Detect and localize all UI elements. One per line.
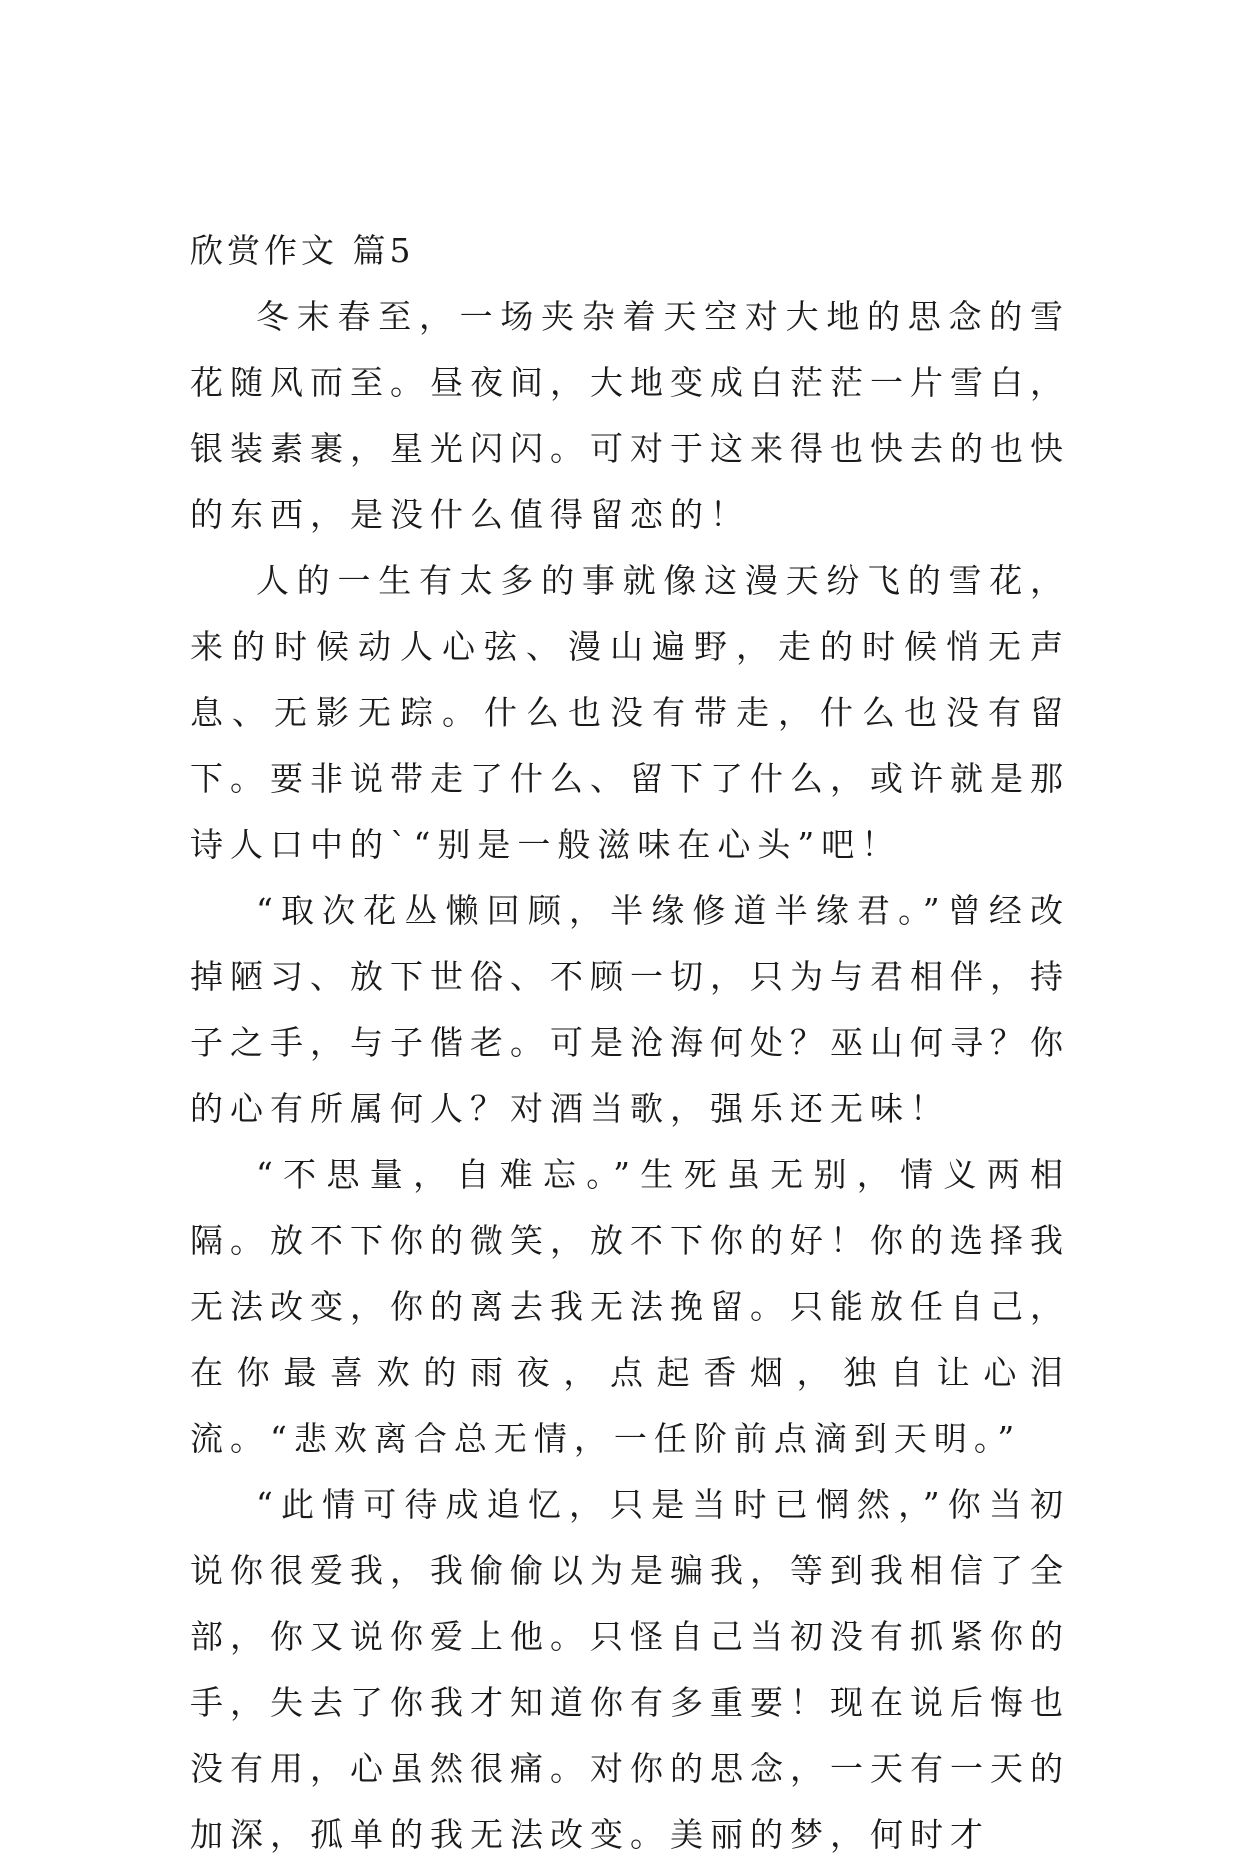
paragraph-3: “取次花丛懒回顾，半缘修道半缘君。”曾经改掉陋习、放下世俗、不顾一切，只为与君相伴，持子之手，与子偕老。可是沧海何处？巫山何寻？你的心有所属何人？对酒当歌，强乐还无味！ <box>190 891 1070 1128</box>
document-body <box>190 218 1070 1868</box>
paragraph-5: “此情可待成追忆，只是当时已惘然，”你当初说你很爱我，我偷偷以为是骗我，等到我相信了全部，你又说你爱上他。只怪自己当初没有抓紧你的手，失去了你我才知道你有多重要！现在说后悔也没有用，心虽然很痛。对你的思念，一天有一天的加深，孤单的我无法改变。美丽的梦，何时才 <box>190 1485 1070 1854</box>
paragraph-4: “不思量，自难忘。”生死虽无别，情义两相隔。放不下你的微笑，放不下你的好！你的选择我无法改变，你的离去我无法挽留。只能放任自己，在你最喜欢的雨夜，点起香烟，独自让心泪流。“悲欢离合总无情，一任阶前点滴到天明。” <box>190 1155 1070 1458</box>
document-title: 欣赏作文 篇5 <box>190 231 415 270</box>
paragraph-2: 人的一生有太多的事就像这漫天纷飞的雪花，来的时候动人心弦、漫山遍野，走的时候悄无声息、无影无踪。什么也没有带走，什么也没有留下。要非说带走了什么、留下了什么，或许就是那诗人口中的`“别是一般滋味在心头”吧！ <box>190 561 1070 864</box>
paragraph-1: 冬末春至，一场夹杂着天空对大地的思念的雪花随风而至。昼夜间，大地变成白茫茫一片雪白，银装素裹，星光闪闪。可对于这来得也快去的也快的东西，是没什么值得留恋的！ <box>190 297 1070 534</box>
